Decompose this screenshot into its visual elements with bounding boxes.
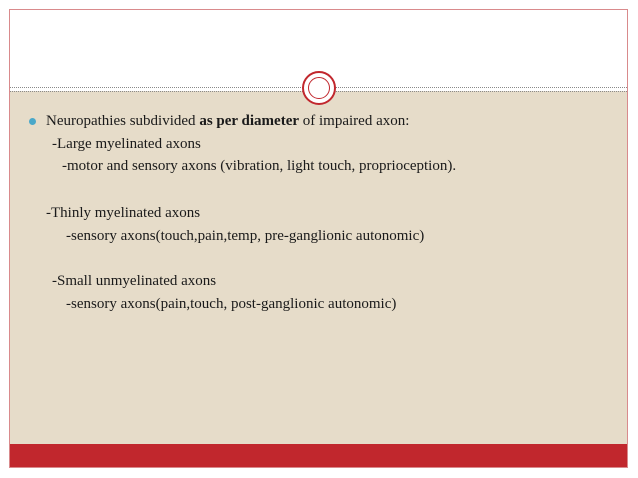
bullet-text-bold: as per diameter: [199, 113, 300, 129]
line-small-unmyelinated-detail: -sensory axons(pain,touch, post-ganglionic autonomic): [66, 296, 397, 312]
bullet-text-prefix: Neuropathies subdivided: [46, 113, 200, 129]
line-small-unmyelinated: -Small unmyelinated axons: [52, 273, 217, 289]
line-thinly-myelinated: -Thinly myelinated axons: [46, 205, 201, 221]
line-large-myelinated: -Large myelinated axons: [52, 136, 201, 152]
bullet-text-suffix: of impaired axon:: [299, 113, 410, 129]
line-thinly-myelinated-detail: -sensory axons(touch,pain,temp, pre-ganglionic autonomic): [66, 228, 425, 244]
bullet-text: [46, 112, 409, 130]
bullet-icon: [29, 118, 36, 125]
line-large-myelinated-detail: -motor and sensory axons (vibration, light touch, proprioception).: [62, 158, 457, 174]
